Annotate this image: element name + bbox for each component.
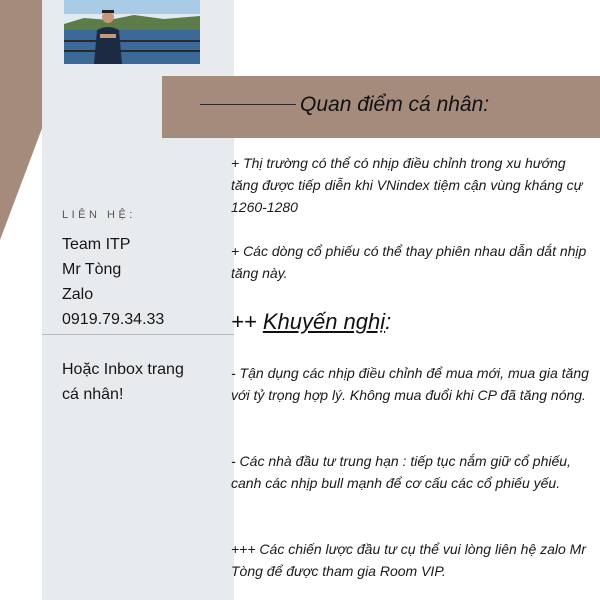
stock-rotation-paragraph: + Các dòng cổ phiếu có thể thay phiên nhau dẫn dắt nhịp tăng này. <box>231 243 587 281</box>
recommendation-title: Khuyến nghị <box>262 309 386 334</box>
header-rule <box>200 104 296 105</box>
inbox-line-1: Hoặc Inbox trang <box>62 361 184 378</box>
contact-vip-paragraph: +++ Các chiến lược đầu tư cụ thể vui lòng liên hệ zalo Mr Tòng để được tham gia Room VIP. <box>231 541 587 579</box>
sidebar-divider <box>42 334 234 335</box>
page-title: Quan điểm cá nhân: <box>300 93 490 116</box>
profile-photo <box>64 0 200 64</box>
contact-name: Mr Tòng <box>62 261 122 278</box>
recommendation-heading <box>231 309 391 335</box>
contact-phone: 0919.79.34.33 <box>62 311 165 328</box>
recommendation-paragraph-2: - Các nhà đầu tư trung hạn : tiếp tục nắm giữ cổ phiếu, canh các nhịp bull mạnh để cơ cấu các cổ phiếu yếu. <box>231 453 571 491</box>
contact-heading: LIÊN HỆ: <box>62 209 136 221</box>
inbox-line-2: cá nhân! <box>62 386 124 403</box>
recommendation-paragraph-1: - Tận dụng các nhịp điều chỉnh để mua mới, mua gia tăng với tỷ trọng hợp lý. Không mua đuổi khi CP đã tăng nóng. <box>231 365 589 403</box>
market-view-paragraph: + Thị trường có thể có nhịp điều chỉnh trong xu hướng tăng được tiếp diễn khi VNindex tiệm cận vùng kháng cự 1260-1280 <box>231 155 583 215</box>
recommendation-prefix: ++ <box>231 309 263 334</box>
contact-zalo: Zalo <box>62 286 94 303</box>
contact-team: Team ITP <box>62 236 131 253</box>
recommendation-suffix: : <box>385 309 392 334</box>
